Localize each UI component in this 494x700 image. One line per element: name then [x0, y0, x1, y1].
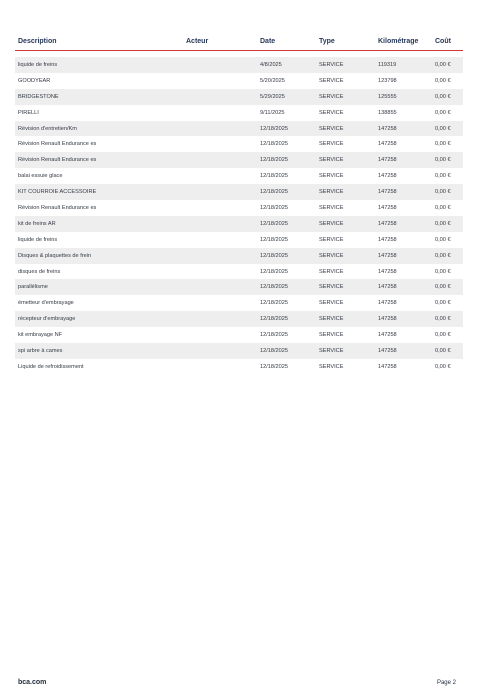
cell-type: SERVICE — [316, 311, 375, 327]
cell-mileage: 147258 — [375, 248, 432, 264]
cell-date: 12/18/2025 — [257, 359, 316, 375]
table-row — [15, 248, 463, 264]
cell-date: 4/8/2025 — [257, 57, 316, 73]
cell-cost: 0,00 € — [432, 264, 463, 280]
table-row — [15, 200, 463, 216]
cell-mileage: 147258 — [375, 200, 432, 216]
cell-cost: 0,00 € — [432, 279, 463, 295]
cell-actor — [183, 73, 257, 89]
cell-date: 12/18/2025 — [257, 311, 316, 327]
cell-type: SERVICE — [316, 73, 375, 89]
cell-actor — [183, 152, 257, 168]
cell-cost: 0,00 € — [432, 168, 463, 184]
cell-type: SERVICE — [316, 232, 375, 248]
cell-date: 12/18/2025 — [257, 248, 316, 264]
cell-cost: 0,00 € — [432, 327, 463, 343]
table-row — [15, 359, 463, 375]
cell-cost: 0,00 € — [432, 57, 463, 73]
cell-cost: 0,00 € — [432, 295, 463, 311]
cell-mileage: 147258 — [375, 327, 432, 343]
maintenance-table — [15, 32, 463, 375]
cell-date: 12/18/2025 — [257, 152, 316, 168]
cell-description: kit embrayage NF — [15, 327, 183, 343]
cell-type: SERVICE — [316, 168, 375, 184]
cell-actor — [183, 232, 257, 248]
cell-description: balai essuie glace — [15, 168, 183, 184]
table-row — [15, 89, 463, 105]
cell-description: Révision Renault Endurance es — [15, 136, 183, 152]
cell-cost: 0,00 € — [432, 89, 463, 105]
table-row — [15, 311, 463, 327]
cell-actor — [183, 200, 257, 216]
cell-mileage: 123798 — [375, 73, 432, 89]
cell-actor — [183, 279, 257, 295]
cell-cost: 0,00 € — [432, 232, 463, 248]
cell-type: SERVICE — [316, 248, 375, 264]
cell-mileage: 147258 — [375, 232, 432, 248]
cell-type: SERVICE — [316, 105, 375, 121]
table-row — [15, 105, 463, 121]
column-header-mileage: Kilométrage — [375, 32, 432, 51]
cell-description: BRIDGESTONE — [15, 89, 183, 105]
cell-mileage: 147258 — [375, 264, 432, 280]
cell-description: spi arbre à cames — [15, 343, 183, 359]
cell-mileage: 147258 — [375, 184, 432, 200]
cell-type: SERVICE — [316, 136, 375, 152]
column-header-description: Description — [15, 32, 183, 51]
cell-actor — [183, 295, 257, 311]
cell-description: parallélisme — [15, 279, 183, 295]
cell-description: kit de freins AR — [15, 216, 183, 232]
cell-description: récepteur d'embrayage — [15, 311, 183, 327]
column-header-date: Date — [257, 32, 316, 51]
cell-description: Révision Renault Endurance es — [15, 200, 183, 216]
cell-type: SERVICE — [316, 295, 375, 311]
cell-cost: 0,00 € — [432, 121, 463, 137]
cell-description: GOODYEAR — [15, 73, 183, 89]
cell-date: 12/18/2025 — [257, 168, 316, 184]
cell-date: 12/18/2025 — [257, 184, 316, 200]
cell-date: 12/18/2025 — [257, 200, 316, 216]
cell-cost: 0,00 € — [432, 152, 463, 168]
footer-brand: bca.com — [18, 679, 47, 686]
cell-actor — [183, 184, 257, 200]
table-row — [15, 121, 463, 137]
cell-mileage: 147258 — [375, 311, 432, 327]
table-row — [15, 184, 463, 200]
cell-date: 5/20/2025 — [257, 73, 316, 89]
cell-actor — [183, 57, 257, 73]
cell-mileage: 147258 — [375, 216, 432, 232]
cell-cost: 0,00 € — [432, 105, 463, 121]
cell-date: 12/18/2025 — [257, 232, 316, 248]
cell-actor — [183, 121, 257, 137]
cell-type: SERVICE — [316, 184, 375, 200]
column-header-actor: Acteur — [183, 32, 257, 51]
cell-mileage: 147258 — [375, 168, 432, 184]
cell-actor — [183, 89, 257, 105]
cell-mileage: 147258 — [375, 295, 432, 311]
table-row — [15, 57, 463, 73]
cell-type: SERVICE — [316, 327, 375, 343]
cell-date: 12/18/2025 — [257, 279, 316, 295]
cell-cost: 0,00 € — [432, 184, 463, 200]
maintenance-table-container — [15, 32, 463, 375]
cell-date: 5/29/2025 — [257, 89, 316, 105]
table-row — [15, 73, 463, 89]
table-row — [15, 232, 463, 248]
table-row — [15, 264, 463, 280]
cell-mileage: 138855 — [375, 105, 432, 121]
cell-type: SERVICE — [316, 121, 375, 137]
cell-actor — [183, 359, 257, 375]
cell-description: Révision d'entretien/Km — [15, 121, 183, 137]
table-row — [15, 216, 463, 232]
cell-description: liquide de freins — [15, 232, 183, 248]
cell-mileage: 147258 — [375, 136, 432, 152]
cell-date: 12/18/2025 — [257, 343, 316, 359]
cell-date: 12/18/2025 — [257, 216, 316, 232]
table-row — [15, 327, 463, 343]
cell-cost: 0,00 € — [432, 359, 463, 375]
cell-cost: 0,00 € — [432, 73, 463, 89]
cell-mileage: 125555 — [375, 89, 432, 105]
cell-date: 12/18/2025 — [257, 295, 316, 311]
cell-cost: 0,00 € — [432, 343, 463, 359]
cell-description: PIRELLI — [15, 105, 183, 121]
cell-type: SERVICE — [316, 343, 375, 359]
cell-actor — [183, 248, 257, 264]
table-row — [15, 152, 463, 168]
cell-actor — [183, 136, 257, 152]
cell-date: 12/18/2025 — [257, 264, 316, 280]
cell-mileage: 147258 — [375, 359, 432, 375]
cell-cost: 0,00 € — [432, 311, 463, 327]
table-row — [15, 279, 463, 295]
table-row — [15, 295, 463, 311]
cell-description: Disques & plaquettes de frein — [15, 248, 183, 264]
cell-cost: 0,00 € — [432, 136, 463, 152]
cell-description: liquide de freins — [15, 57, 183, 73]
table-row — [15, 343, 463, 359]
cell-actor — [183, 216, 257, 232]
column-header-type: Type — [316, 32, 375, 51]
table-body — [15, 51, 463, 375]
cell-actor — [183, 327, 257, 343]
page-number: Page 2 — [436, 680, 456, 686]
cell-actor — [183, 168, 257, 184]
cell-type: SERVICE — [316, 200, 375, 216]
cell-date: 12/18/2025 — [257, 327, 316, 343]
cell-description: Révision Renault Endurance es — [15, 152, 183, 168]
cell-mileage: 147258 — [375, 152, 432, 168]
cell-date: 9/11/2025 — [257, 105, 316, 121]
table-row — [15, 168, 463, 184]
cell-actor — [183, 311, 257, 327]
column-header-cost: Coût — [432, 32, 463, 51]
cell-actor — [183, 105, 257, 121]
cell-description: disques de freins — [15, 264, 183, 280]
table-header-row — [15, 32, 463, 51]
table-row — [15, 136, 463, 152]
table-header — [15, 32, 463, 51]
cell-cost: 0,00 € — [432, 216, 463, 232]
cell-type: SERVICE — [316, 89, 375, 105]
cell-mileage: 147258 — [375, 279, 432, 295]
cell-date: 12/18/2025 — [257, 136, 316, 152]
cell-type: SERVICE — [316, 216, 375, 232]
cell-mileage: 147258 — [375, 121, 432, 137]
cell-type: SERVICE — [316, 152, 375, 168]
cell-description: Liquide de refroidissement — [15, 359, 183, 375]
cell-cost: 0,00 € — [432, 200, 463, 216]
cell-type: SERVICE — [316, 359, 375, 375]
cell-actor — [183, 264, 257, 280]
cell-type: SERVICE — [316, 264, 375, 280]
cell-mileage: 147258 — [375, 343, 432, 359]
cell-description: KIT COURROIE ACCESSOIRE — [15, 184, 183, 200]
cell-mileage: 119319 — [375, 57, 432, 73]
cell-cost: 0,00 € — [432, 248, 463, 264]
cell-description: émetteur d'embrayage — [15, 295, 183, 311]
cell-actor — [183, 343, 257, 359]
cell-date: 12/18/2025 — [257, 121, 316, 137]
cell-type: SERVICE — [316, 279, 375, 295]
cell-type: SERVICE — [316, 57, 375, 73]
